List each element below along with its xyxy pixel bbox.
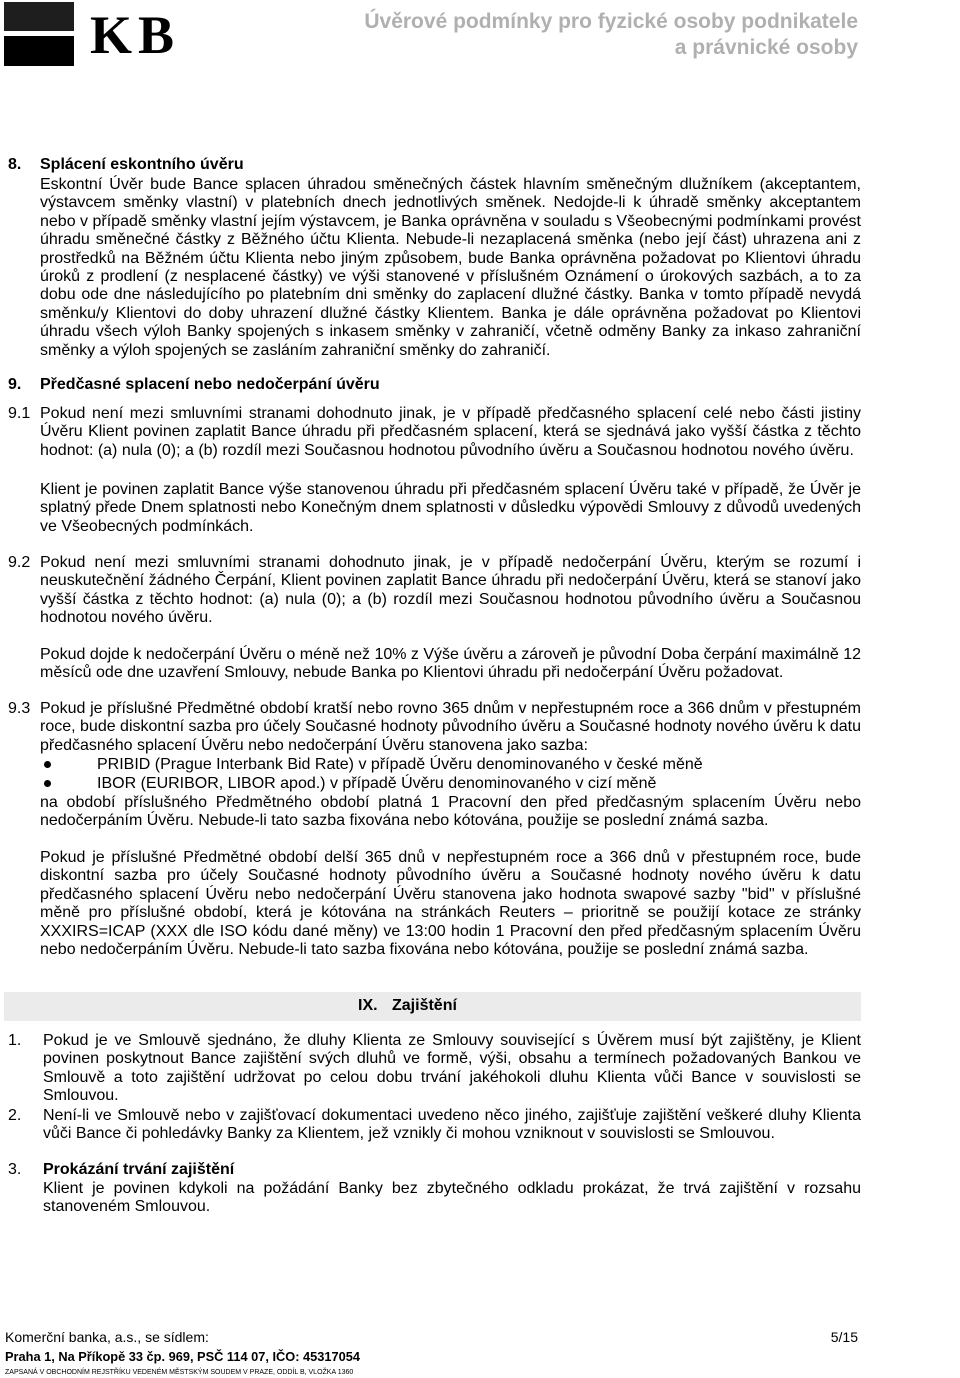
chapter-ix-item-1-number: 1.	[8, 1032, 22, 1049]
section-9-title: Předčasné splacení nebo nedočerpání úvěru	[40, 376, 380, 393]
footer-registry-line: ZAPSANÁ V OBCHODNÍM REJSTŘÍKU VEDENÉM MĚSTSKÝM SOUDEM V PRAZE, ODDÍL B, VLOŽKA 1360	[5, 1369, 354, 1376]
page-number: 5/15	[830, 1329, 858, 1345]
clause-9-3-paragraph-2: Pokud je příslušné Předmětné období delší 365 dnů v nepřestupném roce a 366 dnů v přestupném roce, bude diskontní sazba pro účely Současné hodnoty původního úvěru a Současné hodnoty nového úvěru k datu předčasného splacení Úvěru nebo nedočerpání Úvěru stanovena jako hodnota swapové sazby "bid" v příslušné měně pro příslušné období, která je kótována na stránkách Reuters – prioritně se použijí kotace ze stránky XXXIRS=ICAP (XXX dle ISO kódu dané měny) ve 13:00 hodin 1 Pracovní den před předčasným splacením Úvěru nebo nedočerpáním Úvěru. Nebude-li tato sazba fixována nebo kótována, použije se poslední známá sazba.	[40, 849, 861, 959]
logo-wordmark: KB	[90, 5, 181, 65]
section-8-number: 8.	[8, 156, 22, 173]
chapter-ix-item-3-title: Prokázání trvání zajištění	[43, 1161, 235, 1178]
chapter-ix-item-2-paragraph: Není-li ve Smlouvě nebo v zajišťovací dokumentaci uvedeno něco jiného, zajišťuje zajištění veškeré dluhy Klienta vůči Bance či pohledávky Banky za Klientem, jež vznikly či mohou vzniknout v souvislosti se Smlouvou.	[43, 1107, 861, 1143]
bullet-icon	[44, 761, 51, 768]
chapter-ix-title: Zajištění	[392, 997, 457, 1014]
clause-9-1-paragraph: Pokud není mezi smluvními stranami dohodnuto jinak, je v případě předčasného splacení celé nebo části jistiny Úvěru Klient povinen zaplatit Bance úhradu při předčasném splacení, která se sjednává jako vyšší částka z těchto hodnot: (a) nula (0); a (b) rozdíl mezi Současnou hodnotou původního úvěru a Současnou hodnotou nového úvěru.	[40, 405, 861, 459]
clause-9-3-intro: Pokud je příslušné Předmětné období kratší nebo rovno 365 dnům v nepřestupném roce a 366 dnům v přestupném roce, bude diskontní sazba pro účely Současné hodnoty původního úvěru a Současné hodnoty nového úvěru k datu předčasného splacení Úvěru nebo nedočerpání Úvěru stanovena jako sazba:	[40, 700, 862, 754]
footer-company-line: Komerční banka, a.s., se sídlem:	[5, 1329, 209, 1345]
document-title	[364, 9, 858, 61]
document-title-line-2: a právnické osoby	[674, 36, 858, 59]
clause-9-3-after-bullets: na období příslušného Předmětného období platná 1 Pracovní den před předčasným splacením Úvěru nebo nedočerpáním Úvěru. Nebude-li tato sazba fixována nebo kótována, použije se poslední známá sazba.	[40, 794, 861, 830]
section-8-paragraph: Eskontní Úvěr bude Bance splacen úhradou směnečných částek hlavním směnečným dlužníkem (akceptantem, výstavcem směnky vlastní) v platebních dnech jednotlivých směnek. Nedojde-li k úhradě směnky akceptantem nebo v případě směnky vlastní jejím výstavcem, je Banka oprávněna v souladu s Všeobecnými podmínkami provést úhradu směnečné částky z Běžného účtu Klienta. Nebude-li nezaplacená směnka (nebo její část) uhrazena ani z prostředků na Běžném účtu Klienta nebo jiným způsobem, bude Banka oprávněna požadovat po Klientovi úhradu úroků z prodlení (z nesplacené částky) ve výši stanovené v příslušném Oznámení o úrokových sazbách, a to za dobu ode dne následujícího po platebním dni směnky do zaplacení dlužné částky. Banka v tomto případě nevydá směnku/y Klientovi do doby uhrazení dlužné částky Klientem. Banka je dále oprávněna požadovat po Klientovi úhradu všech výloh Banky spojených s inkasem směnky v zahraničí, včetně odměny Banky za inkaso zahraniční směnky a výloh spojených se zasláním zahraniční směnky do zahraničí.	[40, 176, 861, 359]
clause-9-2-paragraph: Pokud není mezi smluvními stranami dohodnuto jinak, je v případě nedočerpání Úvěru, kterým se rozumí i neuskutečnění žádného Čerpání, Klient povinen zaplatit Bance úhradu při nedočerpání Úvěru, která se stanoví jako vyšší částka z těchto hodnot: (a) nula (0); a (b) rozdíl mezi Současnou hodnotou původního úvěru a Současnou hodnotou nového úvěru.	[40, 554, 861, 627]
section-8-title: Splácení eskontního úvěru	[40, 156, 244, 173]
logo-bottom-half	[4, 36, 74, 66]
clause-9-1-number: 9.1	[8, 405, 31, 422]
kb-logo-icon	[4, 2, 74, 66]
chapter-ix-item-1-paragraph: Pokud je ve Smlouvě sjednáno, že dluhy Klienta ze Smlouvy související s Úvěrem musí být zajištěny, je Klient povinen poskytnout Bance zajištění svých dluhů ve formě, výši, obsahu a termínech požadovaných Bankou ve Smlouvě a toto zajištění udržovat po celou dobu trvání jakéhokoli dluhu Klienta vůči Bance v souvislosti se Smlouvou.	[43, 1032, 861, 1105]
clause-9-3-number: 9.3	[8, 700, 31, 717]
footer-address-line: Praha 1, Na Příkopě 33 čp. 969, PSČ 114 07, IČO: 45317054	[5, 1349, 360, 1364]
logo-top-half	[4, 2, 74, 31]
bullet-item-ibor: IBOR (EURIBOR, LIBOR apod.) v případě Úvěru denominovaného v cizí měně	[97, 775, 657, 792]
clause-9-1-paragraph-2: Klient je povinen zaplatit Bance výše stanovenou úhradu při předčasném splacení Úvěru také v případě, že Úvěr je splatný přede Dnem splatnosti nebo Konečným dnem splatnosti v důsledku výpovědi Smlouvy z důvodů uvedených ve Všeobecných podmínkách.	[40, 481, 861, 535]
document-title-line-1: Úvěrové podmínky pro fyzické osoby podnikatele	[364, 10, 858, 33]
chapter-ix-number: IX.	[358, 997, 378, 1014]
clause-9-2-number: 9.2	[8, 554, 31, 571]
section-9-number: 9.	[8, 376, 22, 393]
bullet-item-pribid: PRIBID (Prague Interbank Bid Rate) v případě Úvěru denominovaného v české měně	[97, 756, 703, 773]
chapter-ix-item-3-number: 3.	[8, 1161, 22, 1178]
chapter-ix-item-3-paragraph: Klient je povinen kdykoli na požádání Banky bez zbytečného odkladu prokázat, že trvá zajištění v rozsahu stanoveném Smlouvou.	[43, 1180, 861, 1216]
bullet-icon	[44, 780, 51, 787]
clause-9-2-paragraph-2: Pokud dojde k nedočerpání Úvěru o méně než 10% z Výše úvěru a zároveň je původní Doba čerpání maximálně 12 měsíců ode dne uzavření Smlouvy, nebude Banka po Klientovi úhradu při nedočerpání Úvěru požadovat.	[40, 646, 861, 682]
chapter-ix-item-2-number: 2.	[8, 1107, 22, 1124]
